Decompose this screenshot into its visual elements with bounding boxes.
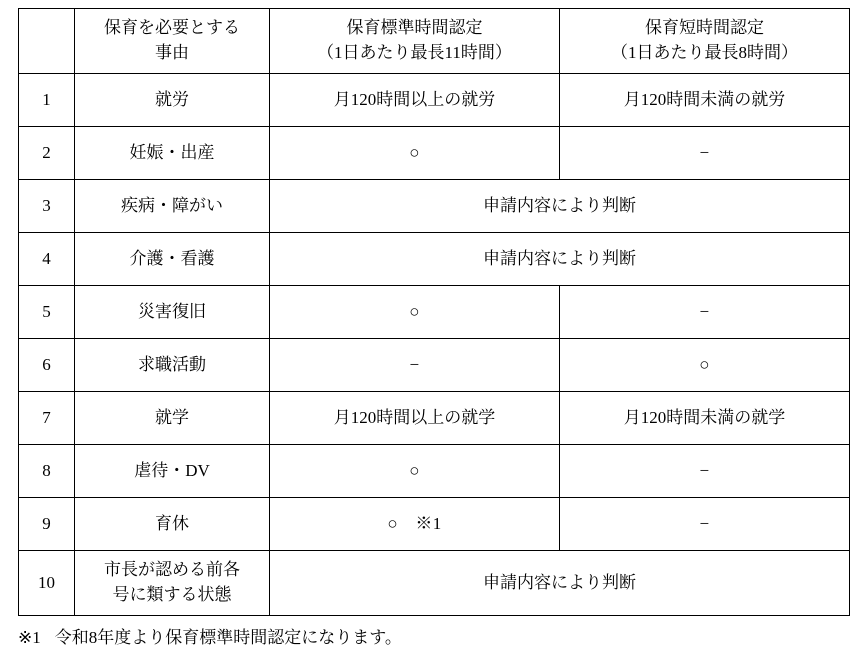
row-reason: 就学 xyxy=(75,392,270,445)
row-reason: 虐待・DV xyxy=(75,445,270,498)
row-short-value: − xyxy=(560,498,850,551)
header-cell-reason xyxy=(75,9,270,74)
table-row xyxy=(19,127,850,180)
row-short-value: 月120時間未満の就学 xyxy=(560,392,850,445)
row-standard-value: ○ xyxy=(270,286,560,339)
row-short-value: 月120時間未満の就労 xyxy=(560,74,850,127)
header-cell-short-hours xyxy=(560,9,850,74)
row-merged-value: 申請内容により判断 xyxy=(270,551,850,616)
row-reason: 妊娠・出産 xyxy=(75,127,270,180)
table-row xyxy=(19,339,850,392)
row-number: 3 xyxy=(19,180,75,233)
row-short-value: − xyxy=(560,127,850,180)
header-reason-line2: 事由 xyxy=(155,43,189,62)
header-cell-standard-hours xyxy=(270,9,560,74)
row-reason-line1: 市長が認める前各 xyxy=(104,560,240,580)
row-number: 8 xyxy=(19,445,75,498)
row-standard-value: ○ xyxy=(270,127,560,180)
row-short-value: − xyxy=(560,445,850,498)
footnote-text: 令和8年度より保育標準時間認定になります。 xyxy=(54,628,402,647)
row-number: 5 xyxy=(19,286,75,339)
row-number: 4 xyxy=(19,233,75,286)
table-row xyxy=(19,498,850,551)
header-short-line2: （1日あたり最長8時間） xyxy=(611,43,798,62)
table-header-row xyxy=(19,9,850,74)
row-merged-value: 申請内容により判断 xyxy=(270,180,850,233)
header-reason-line1: 保育を必要とする xyxy=(104,18,240,38)
header-standard-line1: 保育標準時間認定 xyxy=(346,18,483,38)
row-reason-line2: 号に類する状態 xyxy=(112,585,232,604)
row-number: 10 xyxy=(19,551,75,616)
childcare-eligibility-table xyxy=(18,8,850,616)
row-reason: 介護・看護 xyxy=(75,233,270,286)
footnote-mark: ※1 xyxy=(18,628,41,647)
row-short-value: ○ xyxy=(560,339,850,392)
table-row xyxy=(19,551,850,616)
row-standard-value: ○ ※1 xyxy=(270,498,560,551)
row-number: 9 xyxy=(19,498,75,551)
row-number: 7 xyxy=(19,392,75,445)
row-reason: 就労 xyxy=(75,74,270,127)
row-reason: 求職活動 xyxy=(75,339,270,392)
table-row xyxy=(19,233,850,286)
table-row xyxy=(19,445,850,498)
row-reason: 育休 xyxy=(75,498,270,551)
row-reason: 災害復旧 xyxy=(75,286,270,339)
header-cell-no xyxy=(19,9,75,74)
table-row xyxy=(19,286,850,339)
row-reason xyxy=(75,551,270,616)
table-row xyxy=(19,74,850,127)
row-reason: 疾病・障がい xyxy=(75,180,270,233)
row-merged-value: 申請内容により判断 xyxy=(270,233,850,286)
row-standard-value: 月120時間以上の就学 xyxy=(270,392,560,445)
row-number: 1 xyxy=(19,74,75,127)
row-standard-value: − xyxy=(270,339,560,392)
header-standard-line2: （1日あたり最長11時間） xyxy=(317,43,512,62)
row-number: 6 xyxy=(19,339,75,392)
table-row xyxy=(19,392,850,445)
row-number: 2 xyxy=(19,127,75,180)
header-short-line1: 保育短時間認定 xyxy=(645,18,764,38)
row-short-value: − xyxy=(560,286,850,339)
footnote xyxy=(18,625,849,651)
row-standard-value: 月120時間以上の就労 xyxy=(270,74,560,127)
row-standard-value: ○ xyxy=(270,445,560,498)
table-row xyxy=(19,180,850,233)
